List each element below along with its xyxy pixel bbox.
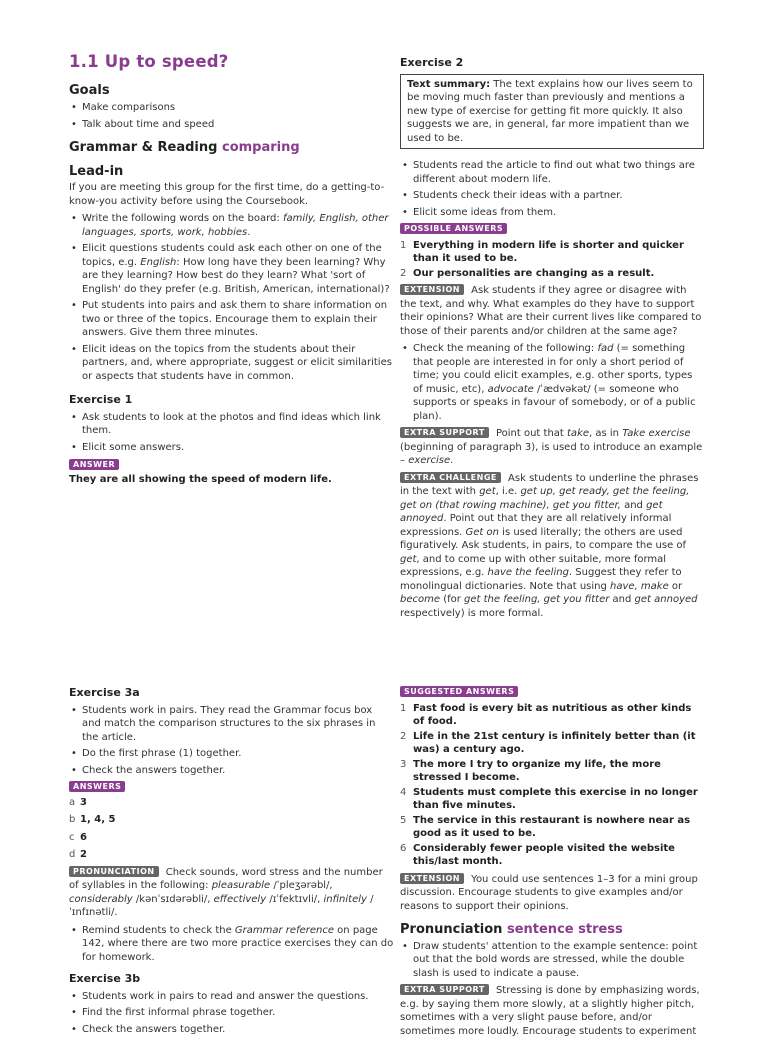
- extension-tag: EXTENSION: [400, 873, 464, 884]
- exercise-2-heading: Exercise 2: [400, 56, 464, 69]
- numbered-answer: [400, 758, 704, 785]
- suggested-answers-tag: SUGGESTED ANSWERS: [400, 686, 518, 697]
- answer-block: [69, 459, 394, 486]
- numbered-answer: [400, 814, 704, 841]
- text-span: effectively: [213, 893, 267, 905]
- text-span: Stressing is done by emphasizing words, e.g. by saying them more slowly, at a slightly higher pitch, sometimes with a very slight pause before, and/or sometimes more loudly. Encourage students to experiment: [400, 985, 700, 1037]
- numbered-answer: [400, 786, 704, 813]
- answer-tag: ANSWER: [69, 459, 119, 470]
- text-span: get: [400, 553, 417, 565]
- exercise-2-list: [400, 159, 704, 219]
- remind-list: [69, 924, 394, 965]
- exercise-1-list: [69, 411, 394, 455]
- text-span: on page 142, where there are two more practice exercises they can do for homework.: [82, 924, 394, 963]
- exercise-3b-item: • Students work in pairs to read and answer the questions.: [69, 990, 394, 1004]
- text-span: You could use sentences 1–3 for a mini group discussion. Encourage students to give examples and/or reasons to support their opinions.: [400, 873, 698, 912]
- exercise-1-item: • Elicit some answers.: [69, 441, 394, 455]
- answer-row: [69, 796, 394, 810]
- extension-note: [400, 873, 704, 914]
- text-span: get: [479, 486, 496, 497]
- leadin-item: • Elicit ideas on the topics from the students about their partners, and, where appropriate, suggest or elicit similarities or aspects that students have in common.: [69, 343, 394, 384]
- summary-text: The text explains how our lives seem to be moving much faster than previously and mentions a new type of exercise for getting fit more quickly. It also suggests we are, in general, far more impatient than we used to be.: [407, 78, 693, 144]
- pronunciation-tag: PRONUNCIATION: [69, 866, 159, 877]
- text-span: . Point out that they are all relatively informal expressions.: [400, 513, 672, 538]
- text-span: (beginning of paragraph 3), is used to introduce an example –: [400, 441, 703, 466]
- text-span: have the feeling: [487, 567, 569, 578]
- pronunciation-heading-text: Pronunciation: [400, 922, 503, 937]
- text-span: get the feeling, get you fitter: [464, 594, 610, 605]
- left-column-top: [69, 52, 394, 486]
- text-span: Get on: [465, 526, 499, 538]
- text-span: pleasurable: [211, 880, 271, 891]
- text-summary-box: [400, 74, 704, 150]
- grammar-heading-accent: comparing: [221, 140, 300, 155]
- grammar-reading-heading: [69, 141, 394, 155]
- answer-letter: c: [69, 831, 75, 843]
- answer-text: The more I try to organize my life, the more stressed I become.: [413, 758, 661, 783]
- text-span: Ask students if they agree or disagree with the text, and why. What examples do they have to support their opinions? What are their current lives like compared to those of their parents and/or children at the same age?: [400, 285, 702, 337]
- pronunciation-note: [69, 866, 394, 920]
- text-span: /ˈɪnfɪnətli/.: [69, 893, 374, 918]
- text-span: take: [567, 428, 590, 439]
- text-span: : How long have they been learning? Why are they learning? How best do they learn? What 'sort of English' do they prefer (e.g. British, American, international)?: [82, 256, 390, 295]
- pronunciation-heading-accent: sentence stress: [506, 922, 623, 937]
- numbered-answer: [400, 267, 704, 281]
- text-span: (for: [440, 594, 465, 605]
- text-span: , as in: [589, 428, 623, 439]
- exercise-3a-item: • Do the first phrase (1) together.: [69, 747, 394, 761]
- text-span: English: [140, 256, 177, 268]
- answer-number: 3: [400, 758, 407, 770]
- text-span: get up, get ready, get the feeling, get on (that rowing machine), get you fitter,: [400, 486, 690, 511]
- exercise-3b-item: • Find the first informal phrase together.: [69, 1006, 394, 1020]
- answer-number: 6: [400, 842, 407, 854]
- text-span: advocate: [487, 383, 534, 395]
- exercise-1-answer: They are all showing the speed of modern life.: [69, 473, 332, 485]
- text-span: and: [609, 594, 635, 605]
- text-span: have, make: [610, 580, 669, 592]
- goal-item: • Talk about time and speed: [69, 118, 394, 132]
- answer-number: 2: [400, 730, 407, 742]
- exercise-3a-heading: Exercise 3a: [69, 686, 140, 699]
- text-span: family, English, other languages, sports, work, hobbies: [82, 213, 389, 238]
- text-span: and: [620, 499, 647, 511]
- extra-support-tag: EXTRA SUPPORT: [400, 427, 489, 438]
- text-span: , and to come up with other suitable, more formal expressions, e.g.: [400, 553, 667, 578]
- possible-answers-list: [400, 239, 704, 281]
- answer-row: [69, 831, 394, 845]
- text-span: infinitely: [323, 893, 367, 905]
- numbered-answer: [400, 842, 704, 869]
- text-span: .: [450, 455, 454, 466]
- suggested-answers-list: [400, 702, 704, 869]
- answer-text: Everything in modern life is shorter and quicker than it used to be.: [413, 239, 684, 264]
- numbered-answer: [400, 730, 704, 757]
- text-span: respectively) is more formal.: [400, 607, 544, 619]
- answer-text: Fast food is every bit as nutritious as other kinds of food.: [413, 702, 692, 727]
- leadin-list: [69, 212, 394, 383]
- text-span: .: [247, 226, 251, 238]
- answer-row: [69, 813, 394, 827]
- right-column-top: [400, 56, 704, 624]
- exercise-3a-list: [69, 704, 394, 778]
- answer-number: 2: [400, 267, 407, 279]
- pronunciation-list: [400, 940, 704, 981]
- fad-item: [400, 342, 704, 423]
- fad-list: [400, 342, 704, 423]
- leadin-heading: Lead-in: [69, 163, 124, 179]
- unit-title: 1.1 Up to speed?: [69, 52, 229, 71]
- numbered-answer: [400, 702, 704, 729]
- exercise-1-heading: Exercise 1: [69, 393, 133, 406]
- answer-letter: a: [69, 796, 76, 808]
- answers-list: [69, 796, 394, 862]
- pronunciation-item: • Draw students' attention to the example sentence: point out that the bold words are stressed, while the double slash is used to indicate a pause.: [400, 940, 704, 981]
- right-column-bottom: [400, 686, 704, 1042]
- text-span: Check the meaning of the following:: [413, 343, 598, 354]
- answer-text: Students must complete this exercise in no longer than five minutes.: [413, 786, 698, 811]
- exercise-3a-item: • Check the answers together.: [69, 764, 394, 778]
- text-span: Remind students to check the: [82, 924, 235, 936]
- extra-challenge-tag: EXTRA CHALLENGE: [400, 472, 501, 483]
- answer-text: Our personalities are changing as a result.: [413, 267, 655, 279]
- leadin-item: [69, 242, 394, 296]
- text-span: exercise: [408, 455, 451, 466]
- exercise-2-item: • Elicit some ideas from them.: [400, 206, 704, 220]
- text-span: (= something that people are interested in for only a short period of time; you could elicit examples, e.g. other sports, types of music, etc),: [413, 343, 693, 395]
- goals-heading: Goals: [69, 82, 110, 98]
- exercise-2-item: • Students read the article to find out what two things are different about modern life.: [400, 159, 704, 186]
- extension-note: [400, 284, 704, 338]
- answers-tag: ANSWERS: [69, 781, 125, 792]
- text-span: , i.e.: [495, 486, 521, 497]
- text-span: /ˈædvəkət/ (= someone who supports or speaks in favour of somebody, or of a public plan).: [413, 383, 696, 422]
- extension-tag: EXTENSION: [400, 284, 464, 295]
- text-span: /ˈpleʒərəbl/,: [270, 880, 333, 891]
- answer-number: 1: [400, 702, 407, 714]
- exercise-2-item: • Students check their ideas with a partner.: [400, 189, 704, 203]
- text-span: become: [400, 594, 441, 605]
- text-span: or: [668, 580, 683, 592]
- text-span: is used literally; the others are used figuratively. Ask students, in pairs, to compare the use of: [400, 526, 687, 551]
- answer-letter: b: [69, 814, 76, 825]
- numbered-answer: [400, 239, 704, 266]
- text-span: Take exercise: [622, 428, 691, 439]
- leadin-intro: If you are meeting this group for the first time, do a getting-to-know-you activity before using the Coursebook.: [69, 182, 385, 207]
- leadin-item: [69, 212, 394, 239]
- answer-text: The service in this restaurant is nowhere near as good as it used to be.: [413, 814, 691, 839]
- text-span: /kənˈsɪdərəbli/,: [132, 893, 214, 905]
- text-span: . Suggest they refer to monolingual dictionaries. Note that using: [400, 567, 682, 592]
- remind-item: [69, 924, 394, 965]
- answer-value: 6: [80, 831, 87, 843]
- answer-text: Life in the 21st century is infinitely better than (it was) a century ago.: [413, 730, 696, 755]
- grammar-heading-text: Grammar & Reading: [69, 140, 218, 155]
- extra-support-tag: EXTRA SUPPORT: [400, 984, 489, 995]
- exercise-3b-list: [69, 990, 394, 1037]
- exercise-3b-item: • Check the answers together.: [69, 1023, 394, 1037]
- answer-row: [69, 848, 394, 862]
- left-column-bottom: [69, 686, 394, 1040]
- answer-letter: d: [69, 849, 76, 860]
- text-span: Grammar reference: [234, 924, 334, 936]
- text-span: Point out that: [492, 428, 568, 439]
- answer-number: 1: [400, 239, 407, 251]
- answer-value: 3: [80, 796, 87, 808]
- answer-number: 4: [400, 786, 407, 798]
- possible-answers-tag: POSSIBLE ANSWERS: [400, 223, 507, 234]
- pronunciation-heading: [400, 923, 704, 937]
- exercise-1-item: • Ask students to look at the photos and find ideas which link them.: [69, 411, 394, 438]
- summary-label: Text summary:: [407, 78, 491, 90]
- text-span: Write the following words on the board:: [82, 213, 283, 224]
- answer-value: 1, 4, 5: [80, 814, 116, 825]
- text-span: Check sounds, word stress and the number of syllables in the following:: [69, 866, 383, 891]
- text-span: Elicit questions students could ask each other on one of the topics, e.g.: [82, 243, 382, 268]
- exercise-3b-heading: Exercise 3b: [69, 972, 141, 985]
- answer-value: 2: [80, 849, 87, 860]
- extra-support-note: [400, 984, 704, 1038]
- text-span: /ɪˈfektɪvli/,: [266, 893, 324, 905]
- text-span: fad: [597, 343, 614, 354]
- text-span: Ask students to underline the phrases in the text with: [400, 472, 699, 497]
- text-span: get annoyed: [400, 499, 663, 524]
- text-span: considerably: [69, 893, 133, 905]
- extra-support-note: [400, 427, 704, 468]
- answer-text: Considerably fewer people visited the website this/last month.: [413, 842, 675, 867]
- extra-challenge-note: [400, 472, 704, 621]
- goals-list: [69, 101, 394, 131]
- leadin-item: • Put students into pairs and ask them to share information on two or three of the topics. Encourage them to explain their answers. Give them three minutes.: [69, 299, 394, 340]
- goal-item: • Make comparisons: [69, 101, 394, 115]
- exercise-3a-item: • Students work in pairs. They read the Grammar focus box and match the comparison structures to the six phrases in the article.: [69, 704, 394, 745]
- text-span: get annoyed: [634, 594, 698, 605]
- answer-number: 5: [400, 814, 407, 826]
